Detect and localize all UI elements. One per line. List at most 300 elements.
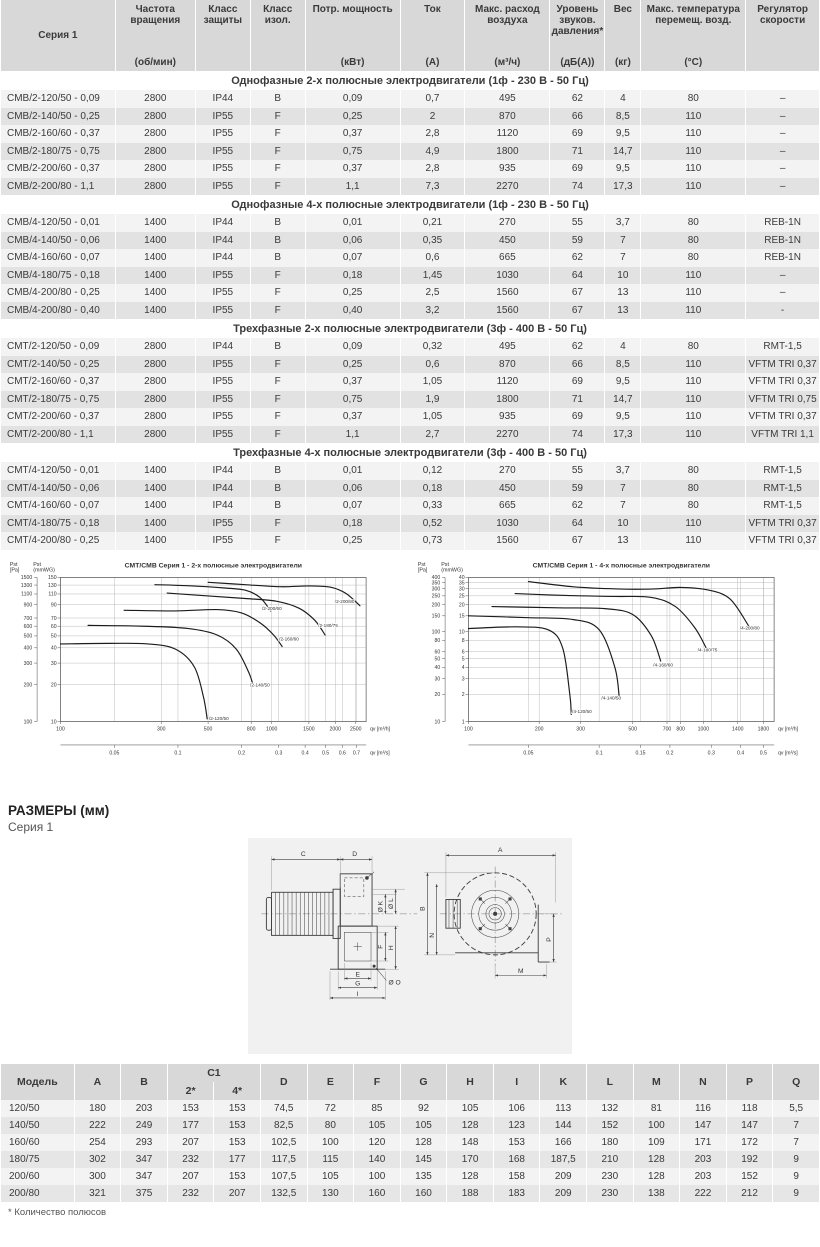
spec-value: 7 (605, 480, 641, 498)
dim-value: 115 (307, 1151, 354, 1168)
chart-title: CMT/CMB Серия 1 - 2-х полюсные электродвигатели (124, 562, 302, 570)
spec-value: 14,7 (605, 391, 641, 409)
chart-2-pole (4, 558, 408, 792)
spec-value: 1,45 (400, 267, 465, 285)
fan-curve (60, 643, 207, 719)
dim-label-l: Ø L (388, 898, 396, 910)
spec-row (1, 426, 820, 444)
svg-text:40: 40 (434, 664, 441, 671)
svg-text:1100: 1100 (21, 591, 33, 598)
spec-value: IP44 (195, 480, 250, 498)
pa-axis (34, 574, 366, 747)
model-name: CMT/2-200/80 - 1,1 (1, 426, 116, 444)
dim-col-poles: 4* (214, 1082, 261, 1100)
spec-value: 1560 (465, 284, 550, 302)
spec-col-title: Макс. расход воздуха (475, 4, 540, 27)
spec-value: 2800 (115, 160, 195, 178)
svg-text:0.1: 0.1 (595, 750, 603, 757)
spec-value: 1400 (115, 284, 195, 302)
spec-value: 665 (465, 249, 550, 267)
svg-text:1500: 1500 (303, 725, 315, 732)
spec-value: F (250, 108, 305, 126)
spec-value: 495 (465, 338, 550, 356)
dim-label-p: P (546, 937, 554, 942)
dim-value: 130 (307, 1185, 354, 1202)
spec-value: 0,73 (400, 532, 465, 550)
svg-text:1000: 1000 (265, 725, 278, 732)
dim-label-a: A (498, 846, 503, 854)
curve-label: /4-120/50 (572, 708, 592, 714)
spec-value: – (746, 143, 820, 161)
spec-value: VFTM TRI 1,1 (746, 426, 820, 444)
spec-value: F (250, 532, 305, 550)
spec-row (1, 462, 820, 480)
chart-4-pole (412, 558, 816, 792)
svg-text:1500: 1500 (20, 574, 33, 581)
svg-text:10: 10 (434, 718, 441, 725)
spec-col-title: Регулятор скорости (757, 4, 808, 27)
spec-value: 0,06 (305, 480, 400, 498)
spec-value: F (250, 356, 305, 374)
svg-text:700: 700 (23, 615, 33, 622)
svg-text:1300: 1300 (20, 582, 33, 589)
spec-row (1, 515, 820, 533)
spec-value: 1400 (115, 249, 195, 267)
spec-value: VFTM TRI 0,75 (746, 391, 820, 409)
side-view (261, 851, 417, 1000)
model-name: CMT/4-160/60 - 0,07 (1, 497, 116, 515)
dim-col-letter: M (633, 1064, 680, 1100)
spec-col-header-wrap (308, 4, 398, 68)
spec-value: 0,07 (305, 249, 400, 267)
spec-value: 0,6 (400, 356, 465, 374)
svg-text:0.15: 0.15 (635, 750, 646, 757)
spec-value: B (250, 462, 305, 480)
spec-value: 0,09 (305, 90, 400, 108)
dim-value: 113 (540, 1100, 587, 1117)
spec-value: – (746, 108, 820, 126)
spec-value: 80 (641, 497, 746, 515)
dim-value: 207 (167, 1168, 214, 1185)
spec-value: 67 (550, 302, 605, 320)
spec-value: 7 (605, 232, 641, 250)
spec-value: B (250, 249, 305, 267)
svg-text:0.3: 0.3 (707, 750, 715, 757)
svg-text:200: 200 (23, 681, 33, 688)
dim-value: 153 (214, 1134, 261, 1151)
spec-value: 59 (550, 232, 605, 250)
spec-value: 0,37 (305, 373, 400, 391)
svg-text:1: 1 (461, 718, 465, 725)
spec-value: 2,5 (400, 284, 465, 302)
spec-value: 1400 (115, 462, 195, 480)
spec-value: 62 (550, 338, 605, 356)
dim-value: 207 (214, 1185, 261, 1202)
spec-value: 80 (641, 462, 746, 480)
svg-text:3: 3 (461, 675, 465, 682)
spec-value: 1030 (465, 515, 550, 533)
spec-value: 0,32 (400, 338, 465, 356)
dim-value: 347 (121, 1151, 168, 1168)
dim-value: 232 (167, 1151, 214, 1168)
dim-value: 209 (540, 1185, 587, 1202)
dim-value: 153 (214, 1117, 261, 1134)
curve-label: /4-140/50 (601, 695, 622, 701)
spec-value: 80 (641, 232, 746, 250)
dim-value: 203 (680, 1168, 727, 1185)
dim-label-h: H (388, 945, 396, 951)
spec-value: 2270 (465, 178, 550, 196)
spec-value: F (250, 391, 305, 409)
curve-label: /2-160/60 (279, 635, 299, 641)
spec-value: 69 (550, 160, 605, 178)
spec-value: 110 (641, 391, 746, 409)
mounting-hole (373, 965, 376, 968)
spec-value: 2,7 (400, 426, 465, 444)
svg-text:8: 8 (461, 637, 465, 644)
dim-col-letter: Q (773, 1064, 820, 1100)
spec-value: 62 (550, 249, 605, 267)
spec-col-header (115, 0, 195, 71)
spec-value: 1,1 (305, 426, 400, 444)
spec-value: 80 (641, 214, 746, 232)
fan-curve-chart (412, 558, 816, 792)
dim-row (1, 1151, 820, 1168)
spec-table (0, 0, 820, 550)
spec-value: REB-1N (746, 232, 820, 250)
model-name: CMB/4-120/50 - 0,01 (1, 214, 116, 232)
spec-col-unit: (об/мин) (134, 56, 176, 68)
x-axis-unit-m3s: qv [m³/s] (778, 750, 798, 757)
curve-label: /2-120/50 (209, 715, 229, 721)
spec-value: 1,05 (400, 373, 465, 391)
spec-value: VFTM TRI 0,37 (746, 532, 820, 550)
model-name: CMB/4-180/75 - 0,18 (1, 267, 116, 285)
spec-value: 4,9 (400, 143, 465, 161)
spec-row (1, 338, 820, 356)
svg-text:10: 10 (50, 718, 57, 725)
spec-col-header (746, 0, 820, 71)
spec-value: 2,8 (400, 125, 465, 143)
spec-col-unit: (°С) (684, 56, 703, 68)
svg-text:10: 10 (458, 628, 465, 635)
dim-model: 200/80 (1, 1185, 75, 1202)
spec-value: VFTM TRI 0,37 (746, 515, 820, 533)
spec-row (1, 391, 820, 409)
spec-value: 935 (465, 408, 550, 426)
spec-value: IP44 (195, 232, 250, 250)
spec-value: 71 (550, 143, 605, 161)
spec-value: IP44 (195, 338, 250, 356)
dim-value: 147 (680, 1117, 727, 1134)
dim-label-d: D (352, 850, 358, 858)
spec-table-body (1, 71, 820, 550)
spec-value: 110 (641, 302, 746, 320)
model-name: CMT/2-140/50 - 0,25 (1, 356, 116, 374)
spec-row (1, 408, 820, 426)
svg-text:1800: 1800 (757, 725, 770, 732)
svg-text:2: 2 (461, 691, 465, 698)
model-name: CMB/2-120/50 - 0,09 (1, 90, 116, 108)
dim-row (1, 1100, 820, 1117)
model-name: CMB/2-160/60 - 0,37 (1, 125, 116, 143)
spec-value: 0,35 (400, 232, 465, 250)
dimensions-table-head (1, 1064, 820, 1100)
svg-text:300: 300 (576, 725, 585, 732)
curve-label: /4-200/80 (739, 624, 760, 630)
spec-value: F (250, 373, 305, 391)
spec-value: 69 (550, 408, 605, 426)
svg-text:2000: 2000 (329, 725, 341, 732)
model-name: CMT/4-120/50 - 0,01 (1, 462, 116, 480)
spec-value: 450 (465, 480, 550, 498)
spec-header-row (1, 0, 820, 71)
spec-value: 0,75 (305, 391, 400, 409)
dimensions-table-body (1, 1100, 820, 1202)
dim-value: 160 (354, 1185, 401, 1202)
svg-text:0.2: 0.2 (237, 750, 246, 757)
plot-border (468, 577, 774, 721)
spec-value: 1400 (115, 232, 195, 250)
spec-value: RMT-1,5 (746, 497, 820, 515)
dim-label-b: B (419, 906, 427, 912)
spec-value: F (250, 302, 305, 320)
dimensions-heading: РАЗМЕРЫ (мм) (8, 803, 110, 819)
spec-col-unit: (кг) (614, 56, 631, 68)
svg-text:6: 6 (461, 648, 465, 655)
spec-value: 1120 (465, 125, 550, 143)
spec-value: 80 (641, 90, 746, 108)
spec-value: IP44 (195, 214, 250, 232)
svg-text:1400: 1400 (732, 725, 744, 732)
dim-value: 153 (214, 1168, 261, 1185)
dim-value: 152 (587, 1117, 634, 1134)
spec-value: 3,7 (605, 462, 641, 480)
spec-value: 1,9 (400, 391, 465, 409)
dim-value: 128 (633, 1151, 680, 1168)
spec-value: 7 (605, 249, 641, 267)
spec-value: 110 (641, 532, 746, 550)
dim-value: 118 (726, 1100, 773, 1117)
dim-value: 209 (540, 1168, 587, 1185)
y-axis-pa-label: Pst [Pa] (417, 561, 428, 574)
fan-curve (492, 606, 661, 661)
curve-label: /2-200/80 (334, 598, 355, 604)
spec-col-header-wrap (403, 4, 463, 68)
spec-col-title: Серия 1 (38, 30, 78, 42)
spec-col-title: Вес (613, 4, 632, 15)
dim-label-n: N (429, 933, 437, 938)
model-name: CMT/4-200/80 - 0,25 (1, 532, 116, 550)
spec-value: 0,75 (305, 143, 400, 161)
spec-value: RMT-1,5 (746, 480, 820, 498)
spec-value: IP55 (195, 426, 250, 444)
dim-value: 153 (167, 1100, 214, 1117)
svg-text:400: 400 (23, 645, 33, 652)
svg-text:700: 700 (662, 725, 672, 732)
spec-value: 59 (550, 480, 605, 498)
svg-text:300: 300 (23, 660, 33, 667)
dim-value: 203 (121, 1100, 168, 1117)
spec-value: 66 (550, 108, 605, 126)
spec-value: F (250, 515, 305, 533)
spec-value: IP55 (195, 160, 250, 178)
svg-text:110: 110 (48, 591, 57, 598)
dim-col-model: Модель (1, 1064, 75, 1100)
dim-value: 148 (447, 1134, 494, 1151)
svg-text:0.05: 0.05 (523, 750, 534, 757)
dim-model: 200/60 (1, 1168, 75, 1185)
spec-value: 495 (465, 90, 550, 108)
svg-text:5: 5 (461, 655, 465, 662)
svg-text:400: 400 (431, 574, 441, 581)
spec-row (1, 178, 820, 196)
dim-col-letter: B (121, 1064, 168, 1100)
svg-text:0.6: 0.6 (338, 750, 346, 757)
dim-label-e: E (355, 971, 360, 979)
spec-col-header-wrap (552, 4, 602, 68)
svg-text:30: 30 (434, 675, 441, 682)
spec-value: IP55 (195, 373, 250, 391)
spec-value: F (250, 408, 305, 426)
spec-value: 110 (641, 143, 746, 161)
spec-value: 2800 (115, 90, 195, 108)
chart-grid (468, 577, 774, 721)
dim-value: 123 (493, 1117, 540, 1134)
svg-text:300: 300 (431, 585, 441, 592)
spec-value: 2800 (115, 108, 195, 126)
x-axis-unit-m3h: qv [m³/h] (778, 725, 799, 732)
dim-value: 128 (400, 1134, 447, 1151)
svg-text:80: 80 (434, 637, 441, 644)
spec-value: 1560 (465, 302, 550, 320)
dim-value: 82,5 (260, 1117, 307, 1134)
svg-text:60: 60 (434, 648, 441, 655)
svg-text:60: 60 (50, 623, 57, 630)
svg-text:0.7: 0.7 (352, 750, 361, 757)
dim-value: 166 (540, 1134, 587, 1151)
dim-row (1, 1117, 820, 1134)
dim-value: 300 (74, 1168, 121, 1185)
spec-row (1, 125, 820, 143)
svg-text:200: 200 (431, 601, 441, 608)
spec-col-header (1, 0, 116, 71)
spec-value: 7,3 (400, 178, 465, 196)
dim-value: 222 (74, 1117, 121, 1134)
dim-label-c: C (300, 850, 306, 858)
spec-value: IP55 (195, 302, 250, 320)
spec-value: 0,12 (400, 462, 465, 480)
spec-value: VFTM TRI 0,37 (746, 356, 820, 374)
dim-header-row (1, 1064, 820, 1082)
spec-value: 1800 (465, 143, 550, 161)
dim-value: 120 (354, 1134, 401, 1151)
spec-value: IP44 (195, 90, 250, 108)
dim-value: 180 (587, 1134, 634, 1151)
dim-value: 145 (400, 1151, 447, 1168)
spec-value: 67 (550, 532, 605, 550)
model-name: CMB/2-180/75 - 0,75 (1, 143, 116, 161)
dim-value: 172 (726, 1134, 773, 1151)
spec-col-title: Потр. мощность (312, 4, 393, 15)
spec-value: 0,52 (400, 515, 465, 533)
model-name: CMB/4-160/60 - 0,07 (1, 249, 116, 267)
svg-text:150: 150 (47, 574, 57, 581)
spec-value: IP44 (195, 497, 250, 515)
curve-label: /4-160/60 (653, 661, 673, 667)
spec-value: 17,3 (605, 426, 641, 444)
svg-text:30: 30 (458, 585, 465, 592)
spec-col-title: Класс изол. (263, 4, 293, 27)
spec-value: 270 (465, 214, 550, 232)
dim-label-k: Ø K (377, 901, 385, 913)
fan-curve (124, 609, 282, 646)
section-title: Трехфазные 4-х полюсные электродвигатели (3ф - 400 В - 50 Гц) (1, 443, 820, 462)
fan-curve-chart (4, 558, 408, 792)
spec-value: 450 (465, 232, 550, 250)
spec-value: 0,18 (305, 267, 400, 285)
dim-row (1, 1168, 820, 1185)
spec-value: F (250, 267, 305, 285)
dim-label-m: M (518, 967, 524, 975)
y-axis-mmwg-label: Pst (mmWG) (33, 561, 55, 574)
section-title-row (1, 319, 820, 338)
spec-row (1, 108, 820, 126)
plot-border (60, 577, 366, 721)
spec-value: B (250, 214, 305, 232)
spec-col-header (465, 0, 550, 71)
spec-value: IP55 (195, 284, 250, 302)
spec-row (1, 143, 820, 161)
spec-row (1, 232, 820, 250)
svg-text:500: 500 (203, 725, 213, 732)
spec-value: - (746, 302, 820, 320)
spec-value: 2800 (115, 391, 195, 409)
spec-col-header (605, 0, 641, 71)
dim-value: 5,5 (773, 1100, 820, 1117)
spec-value: 10 (605, 515, 641, 533)
spec-value: 0,07 (305, 497, 400, 515)
spec-value: 1,05 (400, 408, 465, 426)
spec-value: – (746, 160, 820, 178)
svg-text:800: 800 (676, 725, 685, 732)
spec-value: 110 (641, 356, 746, 374)
fan-curve (88, 625, 253, 684)
model-name: CMT/2-180/75 - 0,75 (1, 391, 116, 409)
spec-value: – (746, 125, 820, 143)
spec-value: 1400 (115, 532, 195, 550)
spec-value: 110 (641, 178, 746, 196)
dim-value: 7 (773, 1117, 820, 1134)
spec-col-unit: (дБ(А)) (560, 56, 595, 68)
dimensions-table (0, 1064, 820, 1202)
spec-col-header (400, 0, 465, 71)
spec-value: 110 (641, 408, 746, 426)
svg-text:250: 250 (431, 593, 441, 600)
spec-col-header (641, 0, 746, 71)
x-axis-unit-m3h: qv [m³/h] (370, 725, 391, 732)
dim-value: 232 (167, 1185, 214, 1202)
spec-value: 0,33 (400, 497, 465, 515)
dim-value: 207 (167, 1134, 214, 1151)
model-name: CMB/2-140/50 - 0,25 (1, 108, 116, 126)
spec-value: 1400 (115, 214, 195, 232)
spec-row (1, 480, 820, 498)
dim-value: 105 (447, 1100, 494, 1117)
svg-text:600: 600 (23, 623, 33, 630)
spec-value: – (746, 90, 820, 108)
curve-label: /2-180/75 (318, 622, 338, 628)
